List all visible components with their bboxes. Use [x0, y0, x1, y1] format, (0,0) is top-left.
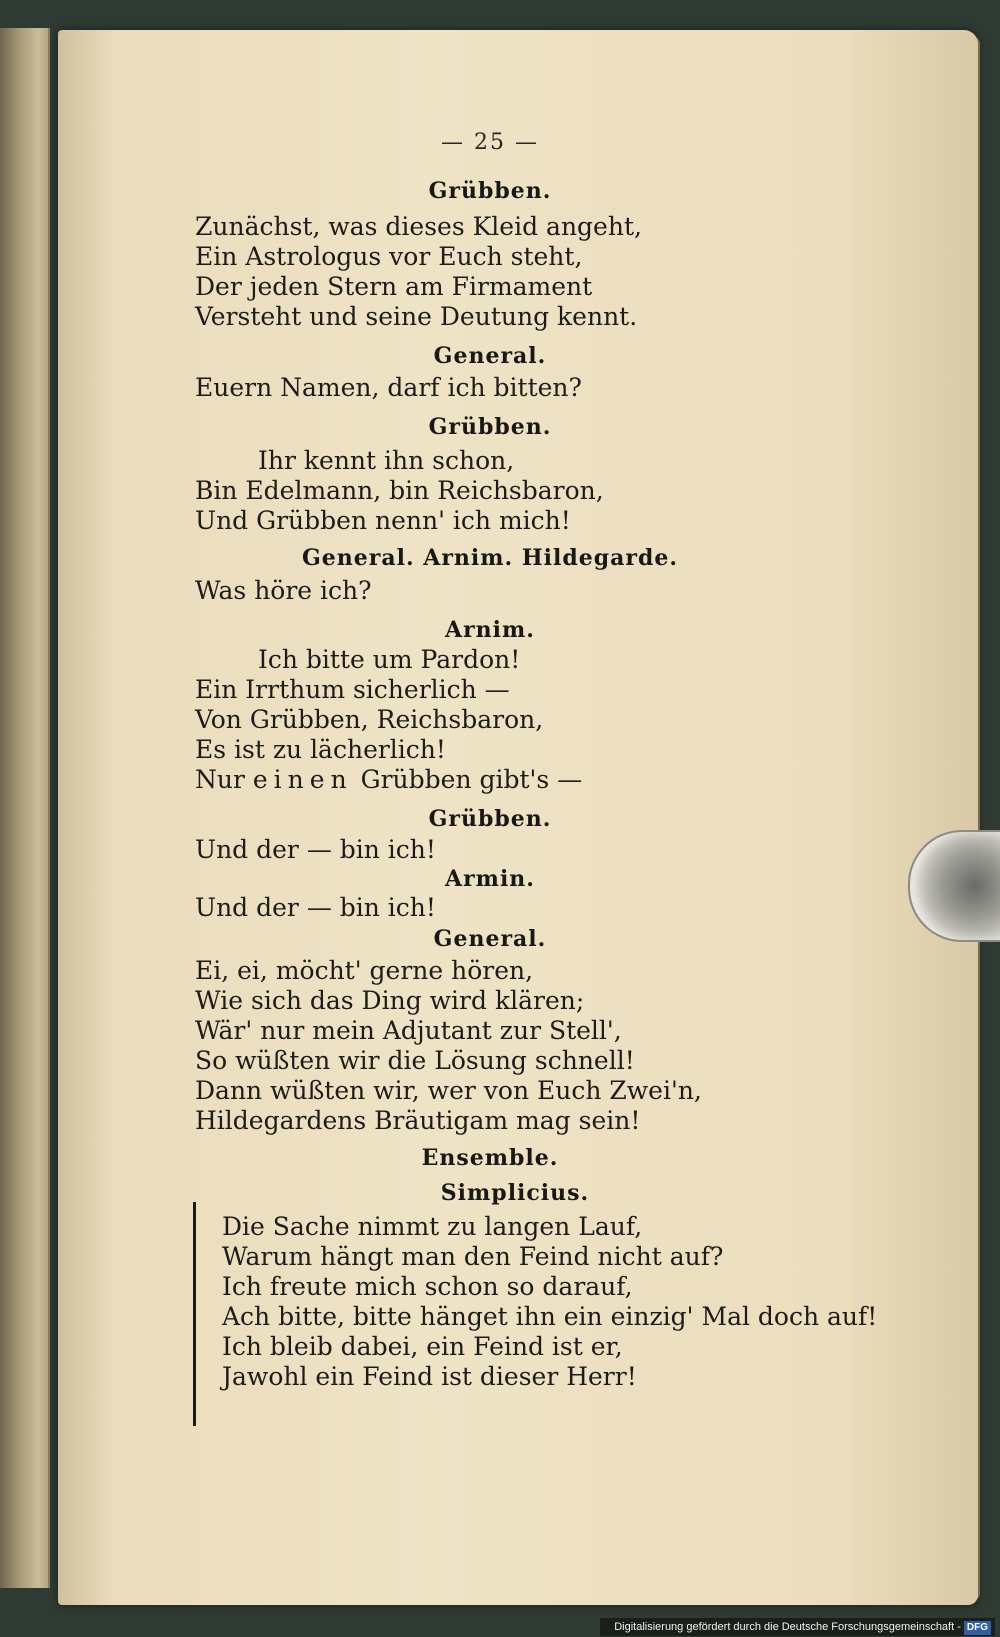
speaker-heading: Ensemble. — [421, 1145, 559, 1171]
speaker-heading: Armin. — [445, 866, 535, 892]
verse-line: Ei, ei, möcht' gerne hören, — [195, 956, 534, 985]
speaker-heading: Grübben. — [428, 806, 552, 832]
verse-line: Es ist zu lächerlich! — [195, 735, 446, 764]
verse-line: Wär' nur mein Adjutant zur Stell', — [195, 1016, 622, 1045]
speaker-heading: General. — [433, 343, 547, 369]
page-number: — 25 — — [441, 130, 539, 155]
verse-line: Ein Astrologus vor Euch steht, — [195, 242, 583, 271]
verse-line: Versteht und seine Deutung kennt. — [195, 302, 638, 331]
verse-line: So wüßten wir die Lösung schnell! — [195, 1046, 635, 1075]
verse-line: Und der — bin ich! — [195, 835, 436, 864]
verse-line: Ich freute mich schon so darauf, — [222, 1272, 633, 1301]
speaker-heading: General. — [433, 926, 547, 952]
verse-line: Was höre ich? — [195, 576, 372, 605]
verse-line: Von Grübben, Reichsbaron, — [195, 705, 544, 734]
verse-line: Ach bitte, bitte hänget ihn ein einzig' Mal doch auf! — [222, 1302, 878, 1331]
speaker-heading: Simplicius. — [440, 1180, 590, 1206]
speaker-heading: Grübben. — [428, 414, 552, 440]
verse-line: Ich bleib dabei, ein Feind ist er, — [222, 1332, 623, 1361]
verse-line: Warum hängt man den Feind nicht auf? — [222, 1242, 724, 1271]
verse-line: Die Sache nimmt zu langen Lauf, — [222, 1212, 643, 1241]
dfg-logo: DFG — [964, 1621, 991, 1635]
left-page-edge — [0, 28, 50, 1588]
verse-word: Grübben gibt's — — [360, 765, 583, 794]
verse-line: Zunächst, was dieses Kleid angeht, — [195, 212, 642, 241]
speaker-heading: General. Arnim. Hildegarde. — [301, 545, 679, 571]
verse-line: Hildegardens Bräutigam mag sein! — [195, 1106, 641, 1135]
verse-line: Dann wüßten wir, wer von Euch Zwei'n, — [195, 1076, 702, 1105]
speaker-heading: Grübben. — [428, 178, 552, 204]
verse-line: Und Grübben nenn' ich mich! — [195, 506, 571, 535]
verse-line — [195, 765, 582, 794]
verse-line: Euern Namen, darf ich bitten? — [195, 373, 582, 402]
verse-word: Nur — [195, 765, 245, 794]
verse-line: Ein Irrthum sicherlich — — [195, 675, 510, 704]
verse-line: Jawohl ein Feind ist dieser Herr! — [222, 1362, 637, 1391]
verse-line: Bin Edelmann, bin Reichsbaron, — [195, 476, 604, 505]
verse-line: Wie sich das Ding wird klären; — [195, 986, 585, 1015]
speaker-heading: Arnim. — [445, 617, 535, 643]
emphasized-word: einen — [252, 765, 353, 794]
verse-line: Ihr kennt ihn schon, — [258, 446, 515, 475]
verse-line: Und der — bin ich! — [195, 893, 436, 922]
verse-line: Ich bitte um Pardon! — [258, 645, 521, 674]
ensemble-bracket — [193, 1202, 196, 1426]
footer-text: Digitalisierung gefördert durch die Deutsche Forschungsgemeinschaft - — [614, 1621, 961, 1633]
digitization-footer — [600, 1618, 995, 1636]
verse-line: Der jeden Stern am Firmament — [195, 272, 593, 301]
